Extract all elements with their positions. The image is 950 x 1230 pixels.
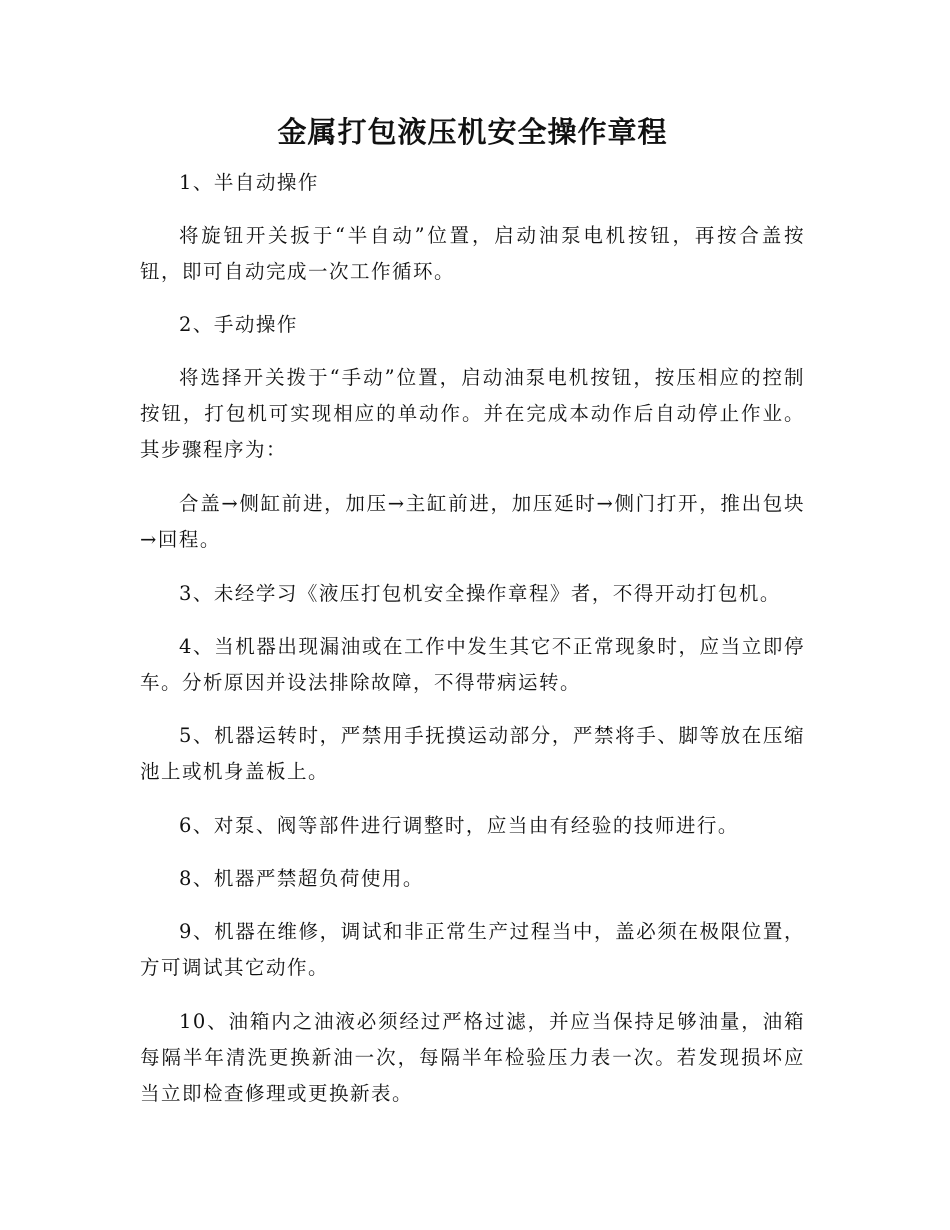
paragraph-step-sequence: 合盖→侧缸前进，加压→主缸前进，加压延时→侧门打开，推出包块→回程。 xyxy=(140,492,805,551)
paragraph-section-1-heading: 1、半自动操作 xyxy=(179,171,319,194)
paragraph-rule-6: 6、对泵、阀等部件进行调整时，应当由有经验的技师进行。 xyxy=(179,814,739,837)
paragraph-rule-5: 5、机器运转时，严禁用手抚摸运动部分，严禁将手、脚等放在压缩池上或机身盖板上。 xyxy=(140,724,805,783)
paragraph-semi-auto-procedure: 将旋钮开关扳于“半自动”位置，启动油泵电机按钮，再按合盖按钮，即可自动完成一次工作循环。 xyxy=(140,224,805,283)
document-title: 金属打包液压机安全操作章程 xyxy=(277,115,668,149)
paragraph-rule-10: 10、油箱内之油液必须经过严格过滤，并应当保持足够油量，油箱每隔半年清洗更换新油一次，每隔半年检验压力表一次。若发现损坏应当立即检查修理或更换新表。 xyxy=(140,1010,805,1105)
document-page xyxy=(140,0,805,1230)
paragraph-rule-8: 8、机器严禁超负荷使用。 xyxy=(179,867,424,890)
paragraph-rule-4: 4、当机器出现漏油或在工作中发生其它不正常现象时，应当立即停车。分析原因并设法排除故障，不得带病运转。 xyxy=(140,635,805,694)
paragraph-rule-9: 9、机器在维修，调试和非正常生产过程当中，盖必须在极限位置，方可调试其它动作。 xyxy=(140,920,805,979)
paragraph-rule-3: 3、未经学习《液压打包机安全操作章程》者，不得开动打包机。 xyxy=(179,582,781,605)
paragraph-manual-procedure: 将选择开关拨于“手动”位置，启动油泵电机按钮，按压相应的控制按钮，打包机可实现相应的单动作。并在完成本动作后自动停止作业。其步骤程序为： xyxy=(140,366,805,461)
paragraph-section-2-heading: 2、手动操作 xyxy=(179,313,298,336)
